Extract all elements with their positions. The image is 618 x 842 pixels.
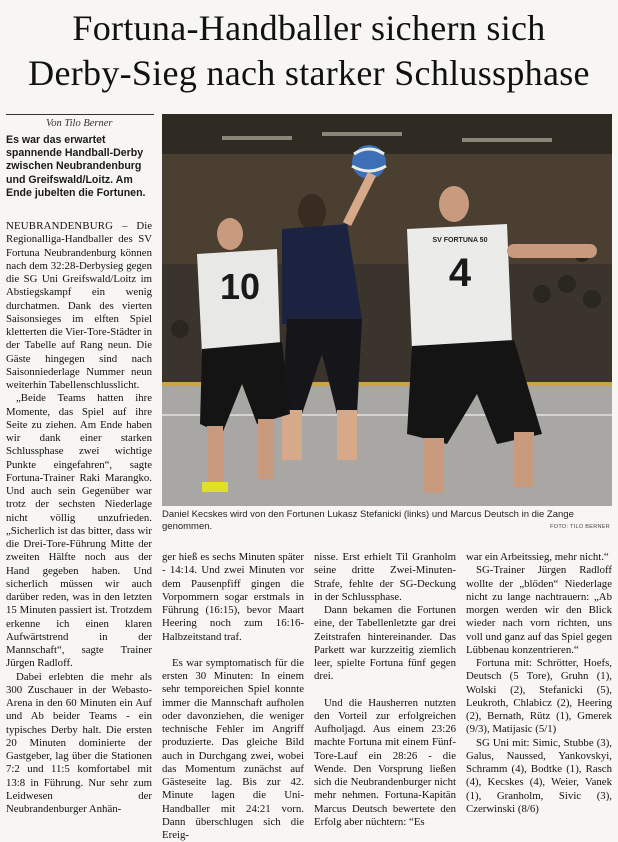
lineup-fortuna: Fortuna mit: Schrötter, Hoefs, Deutsch (5 Tore), Gruhn (1), Wolski (2), Stefanicki (5), Leukroth, Chlabicz (2), Heering (2), Bernath, Rütz (1), Gmerek (9/3), Matijasic (5/1): [466, 657, 612, 736]
lead-paragraph: Es war das erwartet spannende Handball-Derby zwischen Neubrandenburg und Greifswald/Loitz. Am Ende jubelten die Fortunen.: [6, 134, 146, 199]
article-column-1: [6, 220, 152, 816]
paragraph-4: ger hieß es sechs Minuten später - 14:14. Und zwei Minuten vor dem Pausenpfiff gingen die Vorpommern sogar erstmals in Führung (16:15), bevor Maart Heering noch zum 16:16-Halbzeitstand traf.: [162, 551, 304, 643]
headline-line-1: Fortuna-Handballer sichern sich: [72, 8, 546, 48]
jersey-number-right: 4: [448, 251, 472, 295]
paragraph-5: Es war symptomatisch für die ersten 30 Minuten: In einem sehr temporeichen Spiel konnte immer die Mannschaft aufholen oder davonziehen, die weniger technische Fehler im Angriff produzierte. Das gleiche Bild auch in Durchgang zwei, wobei das Momentum zunächst auf Gästeseite lag. Bis zur 42. Minute lagen die Uni-Handballer mit 24:21 vorn. Dann überschlugen sich die Ereig-: [162, 656, 304, 841]
byline-rule: [6, 114, 154, 115]
paragraph-3: Dabei erlebten die mehr als 300 Zuschauer in der Webasto-Arena in den 60 Minuten ein Auf und Ab beider Teams - ein typisches Derby halt. Die ersten 20 Minuten dominierte der Gastgeber, lag über die Stationen 7:2 und 11:5 komfortabel mit 13:8 in Führung. Nur sehr zum Leidwesen der Neubrandenburger Anhän-: [6, 670, 152, 815]
match-photo: [162, 114, 612, 506]
article-column-4: [466, 551, 612, 816]
paragraph-10: SG-Trainer Jürgen Radloff wollte der „blöden“ Niederlage nicht zu lange nachtrauern: „Ab morgen werden wir den Blick wieder nach vorn richten, uns voll und ganz auf das Spiel gegen Lübbenau konzentrieren.“: [466, 564, 612, 656]
paragraph-7: Dann bekamen die Fortunen eine, der Tabellenletzte gar drei Zeitstrafen hintereinander. Das Parkett war kurzzeitig ziemlich leer, spielte Fortuna fünf gegen drei.: [314, 604, 456, 683]
jersey-text: SV FORTUNA 50: [432, 237, 488, 244]
headline: [0, 6, 618, 96]
photo-caption: Daniel Kecskes wird von den Fortunen Lukasz Stefanicki (links) und Marcus Deutsch in die Zange genommen.: [162, 509, 574, 532]
lineup-sg-uni: SG Uni mit: Simic, Stubbe (3), Galus, Naussed, Yankovskyi, Schramm (4), Bodtke (1), Rasch (4), Kecskes (4), Weier, Vanek (1), Granholm, Sivic (3), Czerwinski (8/6): [466, 736, 612, 815]
paragraph-1: – Die Regionalliga-Handballer des SV Fortuna Neubrandenburg können nach dem 32:28-Derbysieg gegen die SG Uni Greifswald/Loitz im Abstiegskampf ein wenig durchatmen. Dank des vierten Saisonsieges im elften Spiel kletterten die Vier-Tore-Städter in der Tabelle auf Rang neun. Die Gäste hingegen sind nach Saisonniederlage Nummer neun weiterhin Tabellenschlusslicht.: [6, 220, 152, 391]
article-column-2: [162, 551, 304, 842]
headline-line-2: Derby-Sieg nach starker Schlussphase: [28, 53, 590, 93]
paragraph-9: war ein Arbeitssieg, mehr nicht.“: [466, 551, 609, 563]
paragraph-8: Und die Hausherren nutzten den Vorteil zur erfolgreichen Aufholjagd. Aus einem 23:26 machte Fortuna mit einem Fünf-Tore-Lauf ein 28:26 - die Wende. Den Vorsprung ließen sich die Neubrandenburger nicht mehr nehmen. Fortuna-Kapitän Marcus Deutsch bewertete den Erfolg aber nüchtern: “Es: [314, 696, 456, 828]
photo-illustration: [162, 114, 612, 506]
dateline: NEUBRANDENBURG: [6, 220, 114, 232]
jersey-number-left: 10: [219, 266, 261, 307]
paragraph-2: „Beide Teams hatten ihre Momente, das Spiel auf ihre Seite zu ziehen. Am Ende haben wir dank einer starken Schlussphase zwei wichtige Punkte eingefahren“, sagte Fortuna-Trainer Raki Marangko. Und auch sein Gegenüber war trotz der sechsten Niederlage nicht völlig unzufrieden. „Sicherlich ist das bitter, dass wir die Drei-Tore-Führung Mitte der zweiten Hälfte noch aus der Hand gegeben haben. Und sicherlich müssen wir auch darüber reden, was in den letzten 15 Minuten passiert ist. Trotzdem erkenne ich einen klaren Aufwärtstrend in der Mannschaft“, sagte Trainer Jürgen Radloff.: [6, 392, 152, 670]
photo-credit: FOTO: TILO BERNER: [550, 524, 610, 530]
article-column-3: [314, 551, 456, 829]
paragraph-6: nisse. Erst erhielt Til Granholm seine dritte Zwei-Minuten-Strafe, fehlte der SG-Deckung in der Schlussphase.: [314, 551, 456, 603]
byline: Von Tilo Berner: [46, 118, 113, 129]
